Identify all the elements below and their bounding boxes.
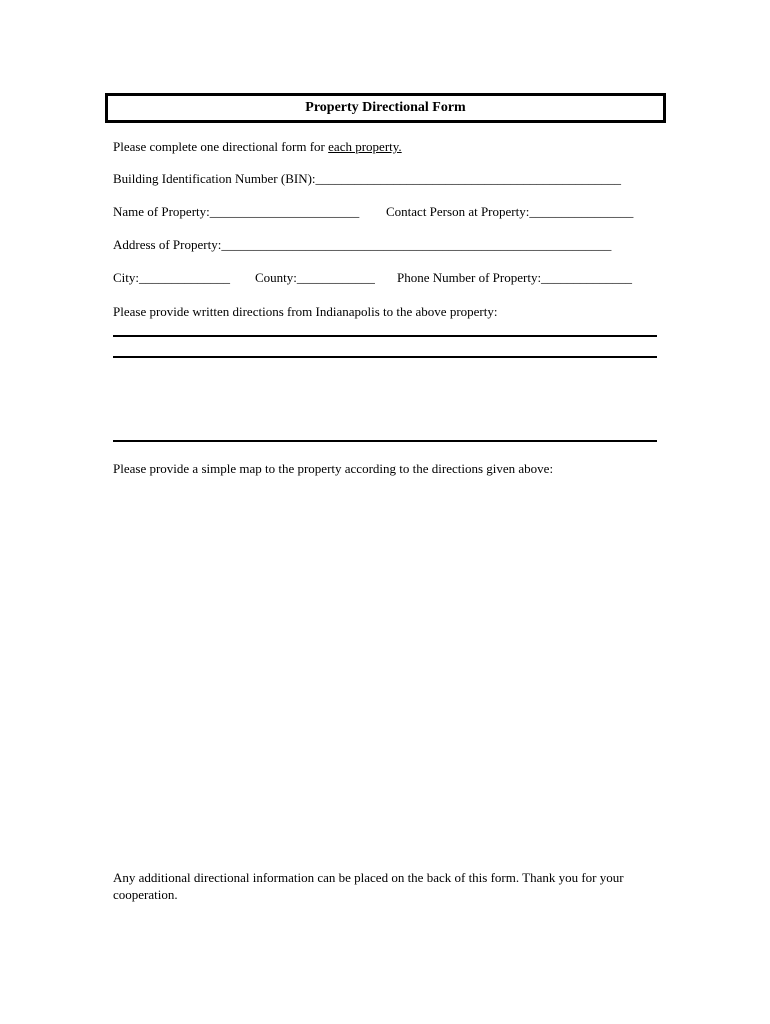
intro-text-emphasis: each property. <box>328 139 402 154</box>
directions-line-3[interactable] <box>113 440 657 442</box>
intro-text <box>113 139 402 155</box>
directions-prompt: Please provide written directions from Indianapolis to the above property: <box>113 304 498 319</box>
city-field[interactable]: City:______________ <box>113 270 231 285</box>
bin-field[interactable]: Building Identification Number (BIN):_______________________________________________ <box>113 171 622 186</box>
closing-text: Any additional directional information can be placed on the back of this form. Thank you for your cooperation. <box>113 870 624 902</box>
directions-line-1[interactable] <box>113 335 657 337</box>
directions-line-2[interactable] <box>113 356 657 358</box>
map-prompt: Please provide a simple map to the property according to the directions given above: <box>113 461 554 476</box>
property-name-field[interactable]: Name of Property:_______________________ <box>113 204 360 219</box>
address-field[interactable]: Address of Property:____________________________________________________________ <box>113 237 612 252</box>
form-title: Property Directional Form <box>105 93 666 123</box>
intro-text-main: Please complete one directional form for <box>113 139 329 154</box>
contact-person-field[interactable]: Contact Person at Property:________________ <box>386 204 634 219</box>
phone-field[interactable]: Phone Number of Property:______________ <box>397 270 633 285</box>
county-field[interactable]: County:____________ <box>255 270 375 285</box>
